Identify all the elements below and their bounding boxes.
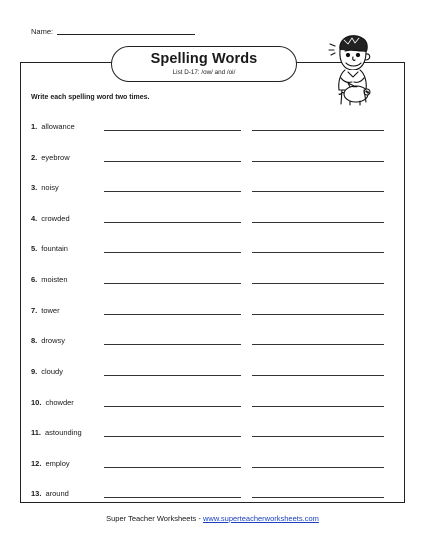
word-number: 11. — [31, 428, 42, 437]
word-label — [31, 459, 70, 468]
write-line-1[interactable] — [104, 314, 241, 315]
word-row — [0, 336, 425, 350]
word-label — [31, 122, 75, 131]
word-label — [31, 336, 65, 345]
footer-brand: Super Teacher Worksheets - — [106, 514, 203, 523]
write-line-2[interactable] — [252, 283, 384, 284]
word-number: 9. — [31, 367, 38, 376]
word-row — [0, 398, 425, 412]
word-row — [0, 306, 425, 320]
list-subtitle: List D-17: /ow/ and /oi/ — [172, 69, 236, 76]
write-line-2[interactable] — [252, 222, 384, 223]
word-row — [0, 214, 425, 228]
word-row — [0, 122, 425, 136]
word-label — [31, 367, 63, 376]
word-number: 4. — [31, 214, 38, 223]
write-line-2[interactable] — [252, 161, 384, 162]
spelling-word: astounding — [45, 428, 82, 437]
write-line-1[interactable] — [104, 344, 241, 345]
write-line-2[interactable] — [252, 344, 384, 345]
write-line-2[interactable] — [252, 375, 384, 376]
page-title: Spelling Words — [150, 51, 258, 67]
word-row — [0, 367, 425, 381]
word-number: 13. — [31, 489, 42, 498]
word-number: 1. — [31, 122, 38, 131]
word-label — [31, 153, 70, 162]
write-line-2[interactable] — [252, 436, 384, 437]
word-label — [31, 244, 68, 253]
word-number: 7. — [31, 306, 38, 315]
write-line-2[interactable] — [252, 130, 384, 131]
name-label: Name: — [31, 27, 54, 36]
write-line-2[interactable] — [252, 191, 384, 192]
word-row — [0, 428, 425, 442]
write-line-2[interactable] — [252, 252, 384, 253]
write-line-1[interactable] — [104, 375, 241, 376]
write-line-1[interactable] — [104, 406, 241, 407]
word-row — [0, 244, 425, 258]
spelling-word: allowance — [41, 122, 75, 131]
word-row — [0, 275, 425, 289]
write-line-1[interactable] — [104, 191, 241, 192]
spelling-word: employ — [45, 459, 70, 468]
write-line-1[interactable] — [104, 252, 241, 253]
write-line-2[interactable] — [252, 314, 384, 315]
spelling-word: tower — [41, 306, 60, 315]
spelling-word: drowsy — [41, 336, 66, 345]
word-number: 3. — [31, 183, 38, 192]
word-label — [31, 489, 69, 498]
spelling-word: noisy — [41, 183, 59, 192]
spelling-word: around — [45, 489, 69, 498]
write-line-2[interactable] — [252, 467, 384, 468]
write-line-1[interactable] — [104, 222, 241, 223]
spelling-word: fountain — [41, 244, 68, 253]
word-row — [0, 459, 425, 473]
word-label — [31, 428, 82, 437]
word-label — [31, 306, 60, 315]
spelling-word: moisten — [41, 275, 68, 284]
word-number: 8. — [31, 336, 38, 345]
word-number: 2. — [31, 153, 38, 162]
word-number: 10. — [31, 398, 42, 407]
word-row — [0, 183, 425, 197]
word-row — [0, 489, 425, 503]
footer — [0, 514, 425, 523]
word-number: 12. — [31, 459, 42, 468]
write-line-1[interactable] — [104, 130, 241, 131]
word-label — [31, 398, 74, 407]
write-line-1[interactable] — [104, 436, 241, 437]
write-line-1[interactable] — [104, 467, 241, 468]
write-line-2[interactable] — [252, 406, 384, 407]
footer-website-link[interactable]: www.superteacherworksheets.com — [202, 514, 319, 523]
spelling-word: eyebrow — [41, 153, 70, 162]
instructions-text: Write each spelling word two times. — [31, 94, 150, 101]
word-label — [31, 275, 68, 284]
word-number: 6. — [31, 275, 38, 284]
spelling-word: chowder — [45, 398, 74, 407]
spelling-word: crowded — [41, 214, 70, 223]
write-line-2[interactable] — [252, 497, 384, 498]
word-label — [31, 214, 70, 223]
word-row — [0, 153, 425, 167]
word-label — [31, 183, 59, 192]
write-line-1[interactable] — [104, 161, 241, 162]
word-number: 5. — [31, 244, 38, 253]
write-line-1[interactable] — [104, 497, 241, 498]
spelling-word: cloudy — [41, 367, 63, 376]
write-line-1[interactable] — [104, 283, 241, 284]
